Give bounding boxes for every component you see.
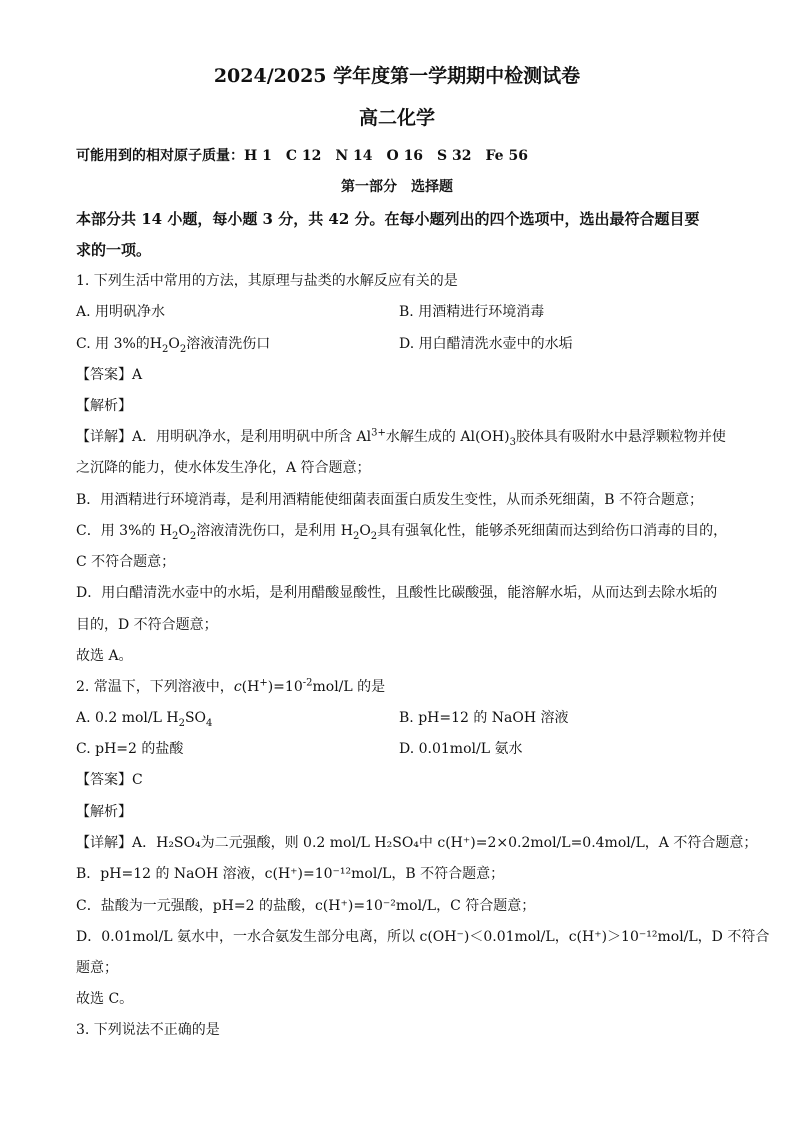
q1-option-b: B. 用酒精进行环境消毒 bbox=[399, 304, 545, 320]
charge-sup: 3+ bbox=[371, 427, 386, 439]
q1-detail-a-line1 bbox=[76, 427, 726, 447]
formula-so: SO bbox=[184, 710, 207, 726]
q2-detail-a: 【详解】A．H₂SO₄为二元强酸，则 0.2 mol/L H₂SO₄中 c(H⁺)=2×0.2mol/L=0.4mol/L，A 不符合题意； bbox=[76, 835, 758, 851]
formula-sub: 3 bbox=[509, 436, 516, 448]
q2-stem-post: mol/L 的是 bbox=[312, 679, 386, 695]
q1-detail-a-post: 胶体具有吸附水中悬浮颗粒物并使 bbox=[515, 429, 726, 445]
q1-analysis-label: 【解析】 bbox=[76, 398, 132, 414]
q1-detail-c-pre: C．用 3%的 H bbox=[76, 523, 173, 539]
q2-detail-d-line1: D．0.01mol/L 氨水中，一水合氨发生部分电离，所以 c(OH⁻)＜0.01mol/L，c(H⁺)＞10⁻¹²mol/L，D 不符合 bbox=[76, 929, 770, 945]
q2-option-b: B. pH=12 的 NaOH 溶液 bbox=[399, 710, 569, 726]
formula-sub: 2 bbox=[189, 530, 197, 542]
q2-option-a-pre: A. 0.2 mol/L H bbox=[76, 710, 179, 726]
q3-stem: 3. 下列说法不正确的是 bbox=[76, 1022, 220, 1038]
q2-stem-c: c bbox=[233, 679, 242, 695]
q1-option-c bbox=[76, 334, 270, 354]
q2-option-c: C. pH=2 的盐酸 bbox=[76, 741, 184, 757]
q1-detail-a-pre: 【详解】A．用明矾净水，是利用明矾中所含 Al bbox=[76, 429, 372, 445]
formula-sub: 2 bbox=[172, 530, 179, 542]
q1-option-d: D. 用白醋清洗水壶中的水垢 bbox=[399, 336, 573, 352]
q1-detail-c-post: 具有强氧化性，能够杀死细菌而达到给伤口消毒的目的， bbox=[377, 523, 728, 539]
q1-detail-a-mid: 水解生成的 Al(OH) bbox=[385, 429, 510, 445]
q2-option-a bbox=[76, 708, 212, 728]
q2-conclusion: 故选 C。 bbox=[76, 991, 134, 1007]
formula-h: H bbox=[149, 336, 162, 352]
section-instruction-1: 本部分共 14 小题，每小题 3 分，共 42 分。在每小题列出的四个选项中，选出最符合题目要 bbox=[76, 210, 700, 228]
formula-sub: 2 bbox=[179, 343, 187, 355]
exponent-sup: -2 bbox=[302, 677, 313, 689]
q1-stem: 1. 下列生活中常用的方法，其原理与盐类的水解反应有关的是 bbox=[76, 273, 458, 289]
q2-stem bbox=[76, 677, 385, 697]
q1-detail-c-line2: C 不符合题意； bbox=[76, 554, 176, 570]
atomic-masses: 可能用到的相对原子质量：H 1 C 12 N 14 O 16 S 32 Fe 56 bbox=[76, 148, 528, 164]
q1-detail-c-mid: 溶液清洗伤口，是利用 H bbox=[196, 523, 353, 539]
q1-detail-d-line2: 目的，D 不符合题意； bbox=[76, 617, 218, 633]
charge-sup: + bbox=[259, 677, 268, 689]
section-instruction-2: 求的一项。 bbox=[76, 241, 152, 259]
q1-option-c-post: 溶液清洗伤口 bbox=[186, 336, 271, 352]
q2-detail-c: C．盐酸为一元强酸，pH=2 的盐酸，c(H⁺)=10⁻²mol/L，C 符合题意； bbox=[76, 898, 536, 914]
q1-detail-c-line1 bbox=[76, 521, 727, 541]
q2-stem-eq: )=10 bbox=[267, 679, 303, 695]
formula-o: O bbox=[168, 336, 180, 352]
formula-o: O bbox=[359, 523, 371, 539]
q1-option-c-pre: C. 用 3%的 bbox=[76, 336, 150, 352]
formula-sub: 4 bbox=[206, 717, 213, 729]
q2-stem-h: (H bbox=[241, 679, 260, 695]
q2-detail-d-line2: 题意； bbox=[76, 960, 118, 976]
q2-analysis-label: 【解析】 bbox=[76, 804, 132, 820]
q1-detail-a-line2: 之沉降的能力，使水体发生净化，A 符合题意； bbox=[76, 460, 371, 476]
q1-answer: 【答案】A bbox=[76, 367, 143, 383]
section-heading: 第一部分 选择题 bbox=[341, 179, 453, 195]
formula-sub: 2 bbox=[352, 530, 360, 542]
q2-stem-pre: 2. 常温下，下列溶液中， bbox=[76, 679, 234, 695]
formula-sub: 2 bbox=[178, 717, 185, 729]
q2-detail-b: B．pH=12 的 NaOH 溶液，c(H⁺)=10⁻¹²mol/L，B 不符合题意； bbox=[76, 866, 505, 882]
q1-detail-d-line1: D．用白醋清洗水壶中的水垢，是利用醋酸显酸性，且酸性比碳酸强，能溶解水垢，从而达到去除水垢的 bbox=[76, 585, 718, 601]
q2-option-d: D. 0.01mol/L 氨水 bbox=[399, 741, 523, 757]
formula-sub: 2 bbox=[370, 530, 378, 542]
q1-detail-b: B．用酒精进行环境消毒，是利用酒精能使细菌表面蛋白质发生变性，从而杀死细菌，B 不符合题意； bbox=[76, 492, 704, 508]
q1-conclusion: 故选 A。 bbox=[76, 648, 133, 664]
exam-title: 2024/2025 学年度第一学期期中检测试卷 bbox=[213, 65, 581, 87]
formula-sub: 2 bbox=[162, 343, 169, 355]
q1-option-a: A. 用明矾净水 bbox=[76, 304, 166, 320]
q2-answer: 【答案】C bbox=[76, 772, 143, 788]
exam-subtitle: 高二化学 bbox=[358, 107, 435, 129]
formula-o: O bbox=[178, 523, 190, 539]
